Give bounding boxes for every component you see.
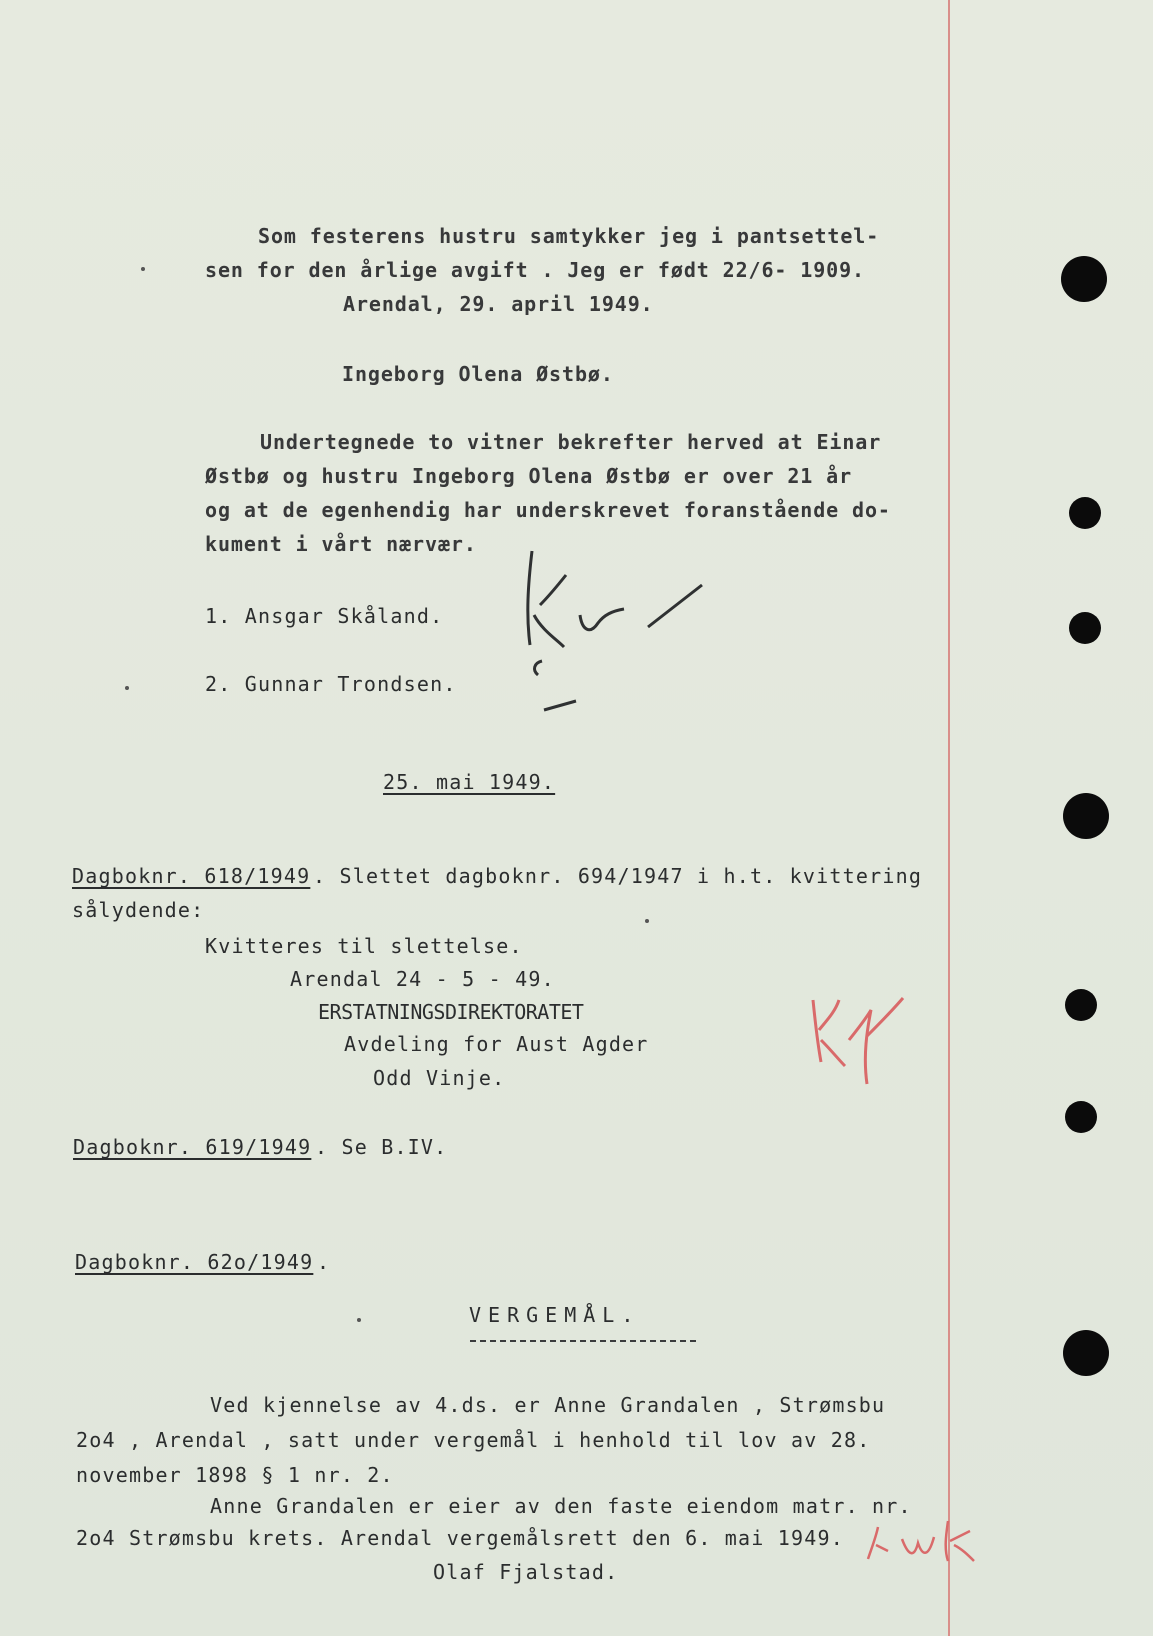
red-initials (805, 990, 915, 1090)
receipt-line: Odd Vinje. (373, 1066, 506, 1090)
vergemal-line: Anne Grandalen er eier av den faste eiendom matr. nr. (210, 1494, 912, 1518)
vergemal-line: Ved kjennelse av 4.ds. er Anne Grandalen , Strømsbu (210, 1393, 886, 1417)
witness-line: Undertegnede to vitner bekrefter herved at Einar (260, 430, 882, 454)
receipt-line: Avdeling for Aust Agder (344, 1032, 649, 1056)
entry-619-text: . Se B.IV. (315, 1135, 448, 1159)
witness-line: kument i vårt nærvær. (205, 532, 477, 556)
punch-hole (1069, 612, 1101, 644)
entry-618-text: . Slettet dagboknr. 694/1947 i h.t. kvittering (313, 864, 923, 888)
entry-618-text-2: sålydende: (72, 898, 205, 922)
consent-line: sen for den årlige avgift . Jeg er født 22/6- 1909. (205, 258, 865, 282)
punch-hole (1069, 497, 1101, 529)
heading-rule (470, 1340, 696, 1342)
consent-line: Arendal, 29. april 1949. (343, 292, 654, 316)
vergemal-line: 2o4 , Arendal , satt under vergemål i henhold til lov av 28. (76, 1428, 871, 1452)
consent-signer: Ingeborg Olena Østbø. (342, 362, 614, 386)
entry-618-ref: Dagboknr. 618/1949 (72, 864, 311, 888)
margin-rule (948, 0, 950, 1636)
vergemal-heading: VERGEMÅL. (469, 1303, 641, 1327)
vergemal-signer: Olaf Fjalstad. (433, 1560, 619, 1584)
clerk-initials (862, 1515, 992, 1575)
witness-initials (520, 535, 700, 715)
consent-line: Som festerens hustru samtykker jeg i pantsettel- (258, 224, 880, 248)
ink-speck (141, 267, 145, 271)
receipt-line: Kvitteres til slettelse. (205, 934, 523, 958)
punch-hole (1063, 1330, 1109, 1376)
witness-line: Østbø og hustru Ingeborg Olena Østbø er over 21 år (205, 464, 853, 488)
punch-hole (1061, 256, 1107, 302)
ink-speck (357, 1318, 361, 1322)
receipt-line: ERSTATNINGSDIREKTORATET (318, 1000, 584, 1024)
entry-620-ref: Dagboknr. 62o/1949 (75, 1250, 314, 1274)
punch-hole (1065, 989, 1097, 1021)
punch-hole (1065, 1101, 1097, 1133)
punch-hole (1063, 793, 1109, 839)
vergemal-line: 2o4 Strømsbu krets. Arendal vergemålsrett den 6. mai 1949. (76, 1526, 844, 1550)
witness-line: og at de egenhendig har underskrevet foranstående do- (205, 498, 891, 522)
date-line: 25. mai 1949. (383, 770, 556, 794)
ink-speck (645, 919, 649, 923)
witness-1: 1. Ansgar Skåland. (205, 604, 444, 628)
entry-620-text: . (317, 1250, 331, 1274)
witness-2: 2. Gunnar Trondsen. (205, 672, 457, 696)
entry-619-ref: Dagboknr. 619/1949 (73, 1135, 312, 1159)
vergemal-line: november 1898 § 1 nr. 2. (76, 1463, 394, 1487)
ink-speck (125, 686, 129, 690)
receipt-line: Arendal 24 - 5 - 49. (290, 967, 555, 991)
